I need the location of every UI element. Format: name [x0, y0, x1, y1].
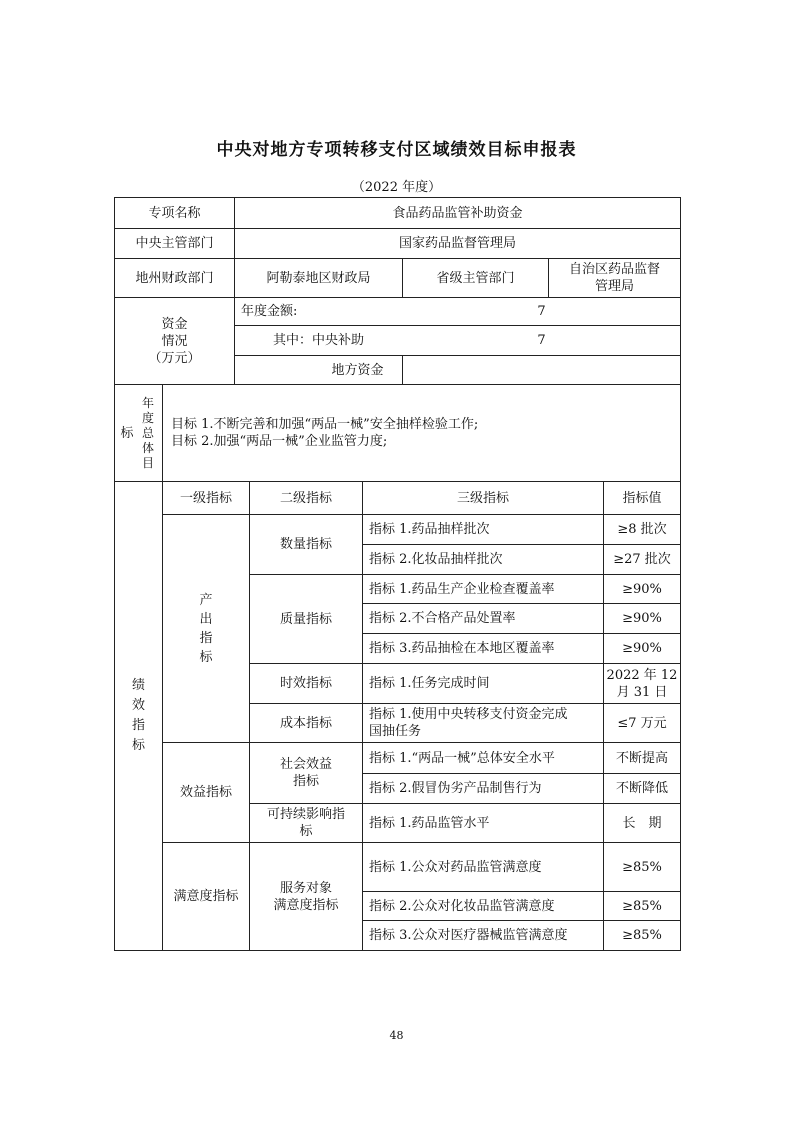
- goal-item: 目标 2.加强“两品一械”企业监管力度;: [171, 434, 388, 449]
- funds-label-line: 情况: [161, 333, 188, 349]
- indicator-cell-line: 指标 1.使用中央转移支付资金完成: [369, 707, 568, 722]
- goals-label-outer: 标: [120, 425, 134, 441]
- level2-quality: 质量指标: [279, 611, 332, 627]
- page-number: 48: [389, 1029, 404, 1042]
- indicator-cell: 指标 2.假冒伪劣产品制售行为: [369, 781, 542, 796]
- level2-timeliness: 时效指标: [279, 676, 332, 691]
- level2-sustain-line: 可持续影响指: [266, 807, 345, 822]
- value-cell: ≥90%: [622, 581, 662, 597]
- indicator-cell-line: 国抽任务: [369, 724, 422, 739]
- local-finance-value: 阿勒泰地区财政局: [266, 270, 371, 286]
- value-cell: 长 期: [622, 815, 662, 831]
- indicator-cell: [363, 704, 603, 742]
- annual-amount-label: 年度金额:: [241, 304, 298, 319]
- level2-sustain: [250, 804, 362, 842]
- local-finance-label: 地州财政部门: [135, 270, 214, 286]
- provincial-dept-value-line: 管理局: [594, 279, 634, 294]
- indicator-cell: 指标 2.化妆品抽样批次: [369, 552, 503, 567]
- header-level3: 三级指标: [456, 490, 509, 506]
- perf-label-text: 绩效指标: [131, 678, 145, 753]
- indicator-cell: 指标 1.药品监管水平: [369, 815, 490, 831]
- goals-label-inner: [136, 385, 160, 481]
- level1-benefit: 效益指标: [179, 785, 232, 800]
- indicator-cell: 指标 1.任务完成时间: [369, 676, 490, 691]
- value-cell: ≥90%: [622, 641, 662, 656]
- level2-quantity: 数量指标: [279, 537, 332, 552]
- indicator-cell: 指标 1.公众对药品监管满意度: [369, 859, 542, 875]
- report-year: （2022 年度）: [351, 180, 442, 195]
- level2-social: [250, 743, 362, 803]
- indicator-cell: 指标 1.药品抽样批次: [369, 522, 490, 537]
- level2-cost: 成本指标: [279, 715, 332, 731]
- header-value: 指标值: [622, 490, 662, 506]
- central-subsidy-label: 其中：中央补助: [272, 333, 364, 348]
- level2-social-line: 社会效益: [279, 757, 332, 772]
- provincial-dept-label: 省级主管部门: [436, 270, 515, 286]
- funds-label: [115, 298, 234, 384]
- value-cell: 不断提高: [615, 750, 668, 766]
- level1-output-text: 产出指标: [199, 592, 213, 665]
- value-cell-line: 2022 年 12: [606, 667, 678, 683]
- value-cell: ≥85%: [622, 898, 662, 914]
- project-name-value: 食品药品监管补助资金: [392, 205, 523, 221]
- level2-service-line: 满意度指标: [273, 897, 339, 913]
- value-cell-line: 月 31 日: [616, 684, 668, 700]
- value-cell: [604, 664, 680, 703]
- level2-sustain-line: 标: [299, 824, 313, 839]
- goals-text: [163, 385, 680, 481]
- level1-satisfaction: 满意度指标: [173, 889, 239, 904]
- page-title: 中央对地方专项转移支付区域绩效目标申报表: [216, 140, 577, 160]
- indicator-cell: 指标 1.药品生产企业检查覆盖率: [369, 581, 555, 597]
- local-funds-label: 地方资金: [331, 362, 384, 378]
- table-line: [680, 197, 681, 951]
- indicator-cell: 指标 3.药品抽检在本地区覆盖率: [369, 641, 555, 656]
- indicator-cell: 指标 1.“两品一械”总体安全水平: [369, 750, 555, 766]
- perf-label: [115, 482, 162, 950]
- local-funds-value: [403, 356, 680, 384]
- funds-label-line: 资金: [161, 316, 188, 332]
- value-cell: ≥8 批次: [617, 522, 667, 537]
- level1-output: [163, 515, 249, 742]
- indicator-cell: 指标 3.公众对医疗器械监管满意度: [369, 928, 568, 943]
- value-cell: ≥85%: [622, 859, 662, 875]
- table-line: [114, 950, 681, 951]
- value-cell: 不断降低: [615, 781, 668, 796]
- central-subsidy-value: 7: [537, 333, 546, 348]
- goals-label-inner-text: 年度总体目: [141, 395, 154, 470]
- level2-social-line: 指标: [292, 774, 319, 789]
- header-level1: 一级指标: [179, 490, 232, 506]
- central-dept-label: 中央主管部门: [135, 236, 214, 251]
- level2-service-line: 服务对象: [279, 880, 332, 896]
- indicator-cell: 指标 2.不合格产品处置率: [369, 611, 516, 626]
- header-level2: 二级指标: [279, 490, 332, 506]
- central-dept-value: 国家药品监督管理局: [398, 236, 516, 251]
- indicator-cell: 指标 2.公众对化妆品监管满意度: [369, 898, 555, 914]
- value-cell: ≥27 批次: [613, 552, 671, 567]
- value-cell: ≥90%: [622, 611, 662, 626]
- provincial-dept-value: [549, 259, 680, 297]
- provincial-dept-value-line: 自治区药品监督: [568, 262, 660, 277]
- value-cell: ≤7 万元: [617, 715, 667, 731]
- goal-item: 目标 1.不断完善和加强“两品一械”安全抽样检验工作;: [171, 417, 479, 432]
- value-cell: ≥85%: [622, 928, 662, 943]
- annual-amount-value: 7: [537, 304, 546, 319]
- project-name-label: 专项名称: [148, 205, 201, 221]
- funds-label-line: （万元）: [148, 350, 201, 366]
- level2-service: [250, 843, 362, 950]
